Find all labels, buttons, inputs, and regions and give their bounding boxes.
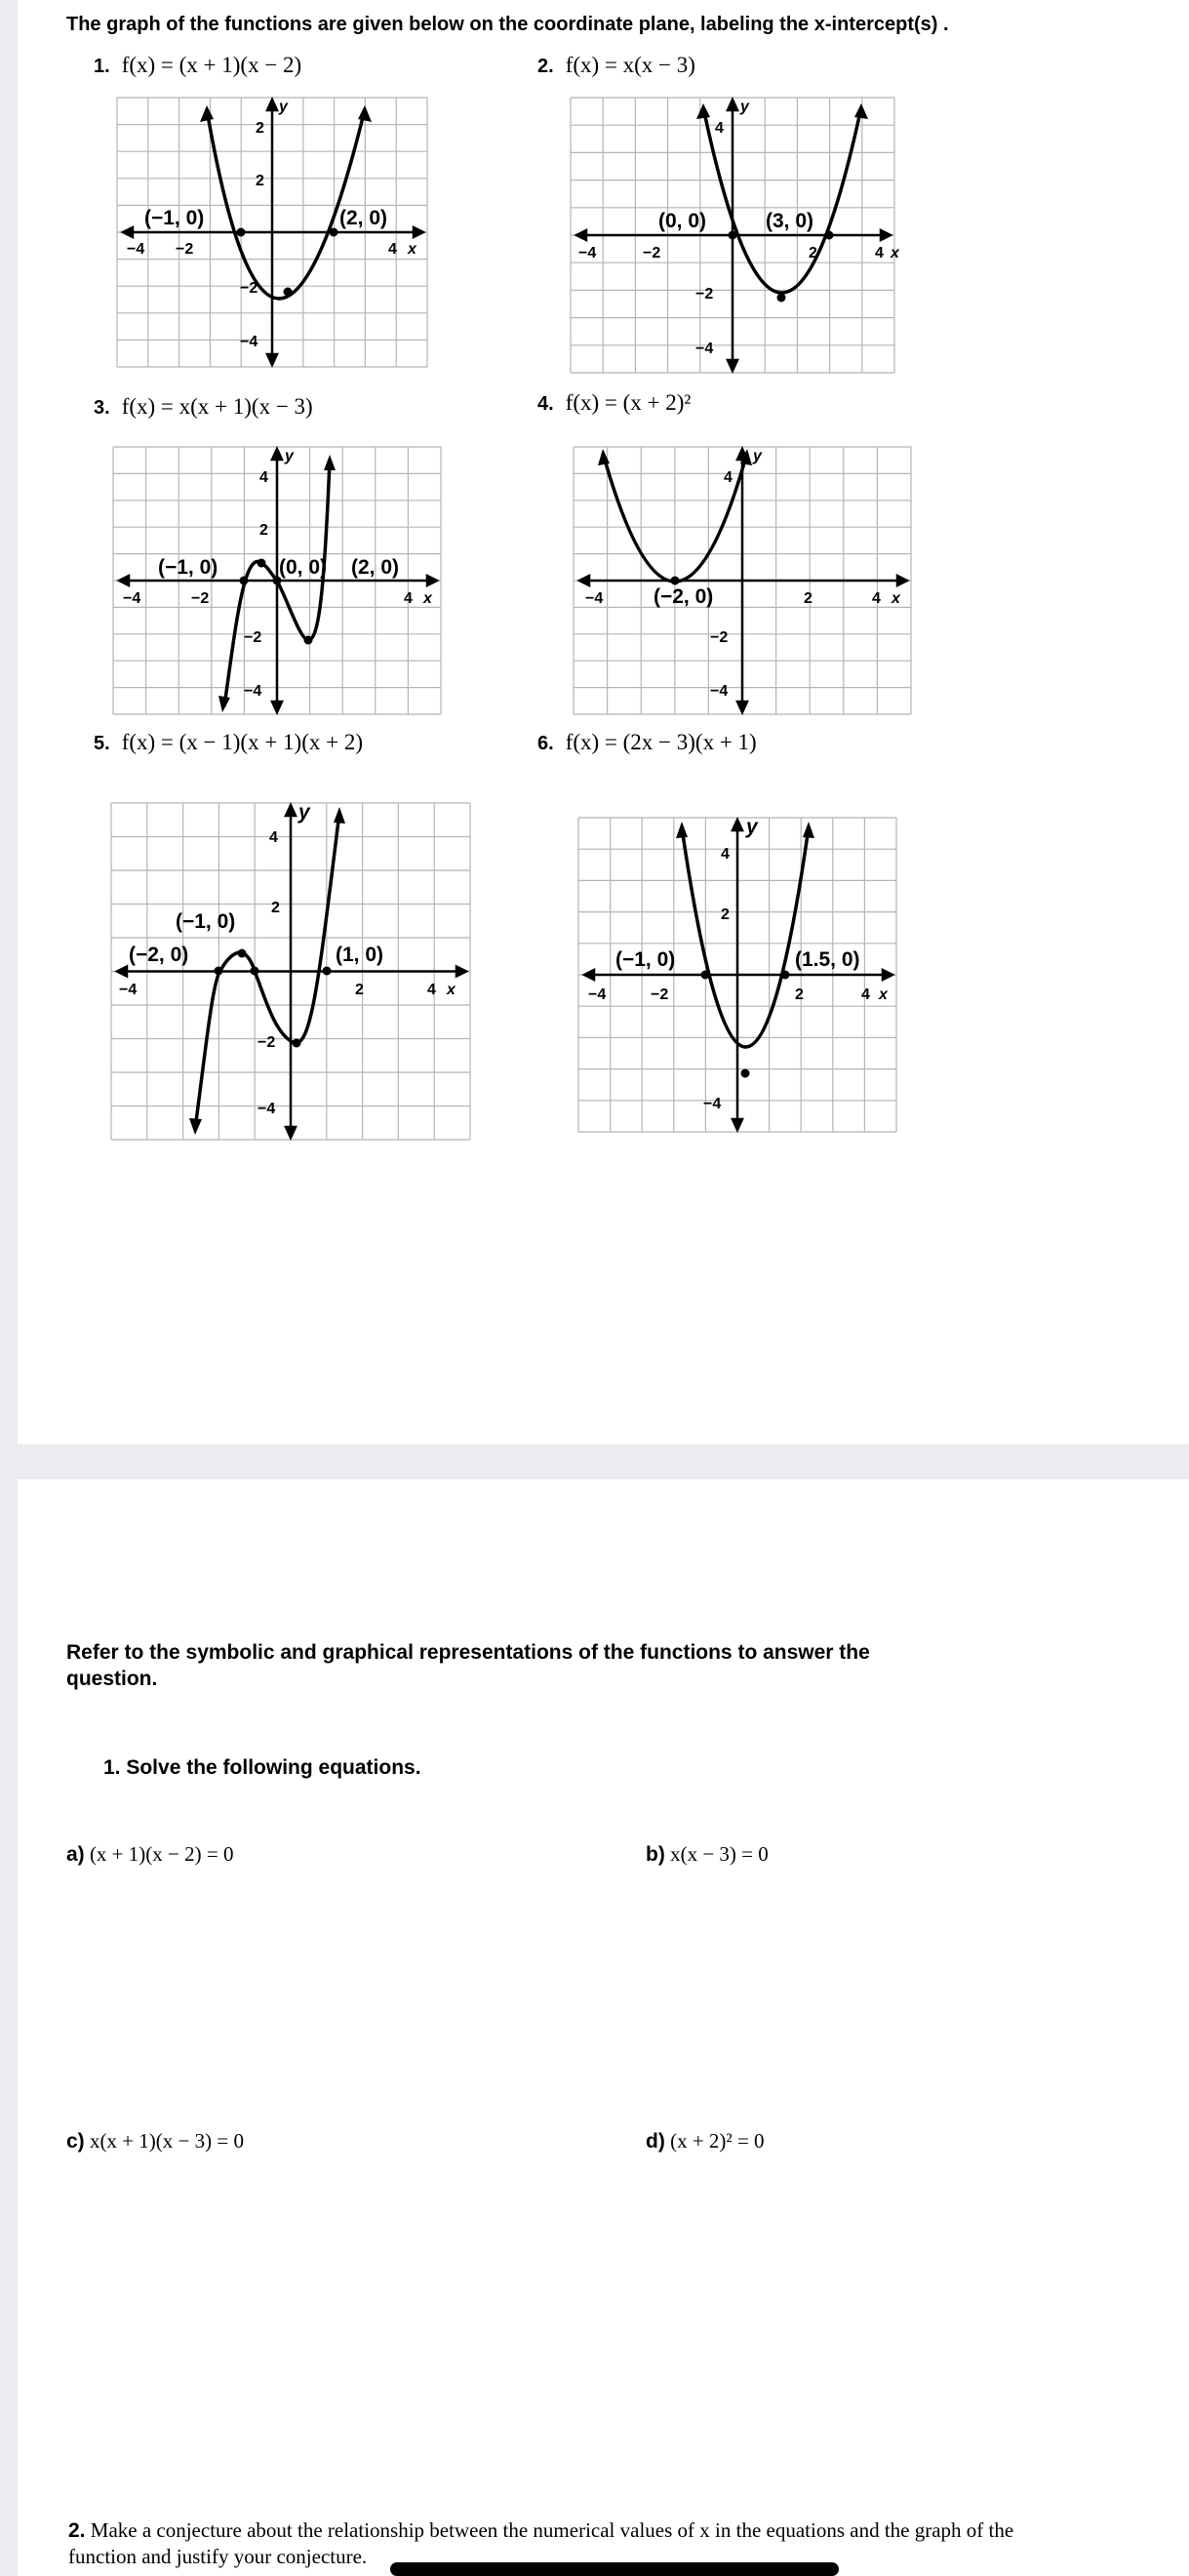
- intercept-label: (0, 0): [279, 556, 328, 579]
- tick-label: 4: [404, 590, 413, 607]
- problem-1-label: 1. f(x) = (x + 1)(x − 2): [94, 53, 302, 77]
- tick-label: −4: [127, 241, 145, 258]
- intercept-point: [825, 231, 834, 240]
- intercept-point: [323, 967, 332, 976]
- y-axis-label: y: [279, 99, 288, 115]
- y-axis-label: y: [285, 448, 294, 464]
- instructions: Refer to the symbolic and graphical representations of the functions to answer the question.: [66, 1641, 870, 1690]
- problem-4-label: 4. f(x) = (x + 2)²: [537, 390, 692, 415]
- x-axis-label: x: [891, 245, 899, 262]
- home-indicator[interactable]: [390, 2562, 839, 2576]
- intercept-label: (1.5, 0): [795, 948, 860, 971]
- tick-label: 4: [872, 590, 881, 607]
- tick-label: 4: [259, 469, 268, 486]
- y-axis-label: y: [298, 801, 310, 824]
- y-axis-label: y: [753, 448, 762, 464]
- tick-label: −4: [585, 590, 604, 607]
- tick-label: −4: [578, 245, 597, 262]
- intercept-point: [671, 577, 680, 585]
- tick-label: 2: [795, 986, 804, 1003]
- tick-label: 2: [256, 120, 264, 137]
- worksheet-page-1: [18, 0, 1189, 1444]
- tick-label: −2: [710, 629, 729, 646]
- intercept-point: [729, 231, 737, 240]
- intercept-label: (−2, 0): [129, 944, 189, 966]
- intercept-label: (−1, 0): [158, 556, 218, 579]
- intercept-point: [781, 971, 790, 980]
- problem-3-label: 3. f(x) = x(x + 1)(x − 3): [94, 394, 313, 419]
- tick-label: −2: [240, 280, 258, 297]
- intercept-label: (−1, 0): [176, 910, 236, 933]
- intercept-point: [251, 967, 259, 976]
- tick-label: 4: [721, 846, 730, 863]
- intercept-label: (2, 0): [339, 207, 388, 229]
- intercept-point: [240, 577, 249, 585]
- intercept-label: (0, 0): [658, 210, 707, 232]
- tick-label: −2: [244, 629, 262, 646]
- tick-label: 2: [721, 906, 730, 923]
- tick-label: −2: [258, 1034, 276, 1051]
- tick-label: 4: [715, 120, 724, 137]
- tick-label: −2: [651, 986, 669, 1003]
- tick-label: −4: [123, 590, 141, 607]
- x-axis-label: x: [879, 986, 888, 1003]
- vertex-point: [284, 288, 293, 297]
- question-2: 2. Make a conjecture about the relationship between the numerical values of x in the equations and the graph of the function and justify your conjecture.: [68, 2518, 1014, 2568]
- intercept-label: (2, 0): [351, 556, 400, 579]
- y-axis-label: y: [740, 99, 749, 115]
- question-1: 1. Solve the following equations.: [103, 1756, 421, 1779]
- tick-label: 4: [388, 241, 397, 258]
- tick-label: 4: [427, 982, 436, 998]
- problem-6-label: 6. f(x) = (2x − 3)(x + 1): [537, 730, 757, 754]
- intercept-point: [330, 228, 338, 237]
- tick-label: −4: [710, 683, 729, 700]
- equation-d: d) (x + 2)² = 0: [646, 2129, 765, 2153]
- intercept-label: (−1, 0): [144, 207, 205, 229]
- vertex-point: [741, 1069, 750, 1078]
- intercept-label: (3, 0): [766, 210, 814, 232]
- x-axis-label: x: [423, 590, 432, 607]
- tick-label: 2: [355, 982, 364, 998]
- tick-label: −4: [119, 982, 138, 998]
- tick-label: −2: [643, 245, 661, 262]
- tick-label: −2: [695, 286, 714, 302]
- worksheet-page-2: [18, 1479, 1189, 2576]
- tick-label: −2: [191, 590, 210, 607]
- graph-1: [117, 98, 427, 367]
- intercept-point: [701, 971, 710, 980]
- graph-6: [578, 818, 896, 1132]
- tick-label: −4: [258, 1101, 276, 1117]
- intercept-label: (1, 0): [336, 944, 384, 966]
- tick-label: 2: [256, 173, 264, 189]
- equation-c: c) x(x + 1)(x − 3) = 0: [66, 2129, 244, 2153]
- tick-label: 2: [259, 522, 268, 539]
- equation-b: b) x(x − 3) = 0: [646, 1842, 769, 1866]
- intercept-label: (−2, 0): [654, 585, 714, 608]
- graph-4: [574, 447, 911, 714]
- tick-label: −4: [588, 986, 607, 1003]
- x-axis-label: x: [447, 982, 456, 998]
- turning-point: [238, 949, 247, 958]
- tick-label: 2: [809, 245, 817, 262]
- graph-2: [571, 98, 899, 373]
- tick-label: 2: [804, 590, 812, 607]
- tick-label: 4: [724, 469, 733, 486]
- tick-label: −4: [244, 683, 262, 700]
- graph-3: [113, 447, 441, 714]
- turning-point: [293, 1039, 301, 1048]
- intercept-point: [215, 967, 223, 976]
- tick-label: −4: [703, 1096, 722, 1112]
- intercept-point: [237, 228, 246, 237]
- turning-point: [258, 559, 266, 568]
- tick-label: −4: [695, 341, 714, 357]
- graph-5: [111, 803, 470, 1140]
- problem-2-label: 2. f(x) = x(x − 3): [537, 53, 695, 77]
- tick-label: 4: [875, 245, 884, 262]
- tick-label: 2: [271, 900, 280, 916]
- tick-label: −4: [240, 334, 258, 350]
- page-header: The graph of the functions are given below on the coordinate plane, labeling the x-intercept(s) .: [66, 14, 949, 35]
- intercept-label: (−1, 0): [615, 948, 676, 971]
- x-axis-label: x: [892, 590, 900, 607]
- tick-label: 4: [269, 829, 278, 846]
- problem-5-label: 5. f(x) = (x − 1)(x + 1)(x + 2): [94, 730, 364, 754]
- y-axis-label: y: [746, 816, 758, 838]
- x-axis-label: x: [408, 241, 416, 258]
- tick-label: 4: [861, 986, 870, 1003]
- turning-point: [304, 636, 313, 645]
- vertex-point: [777, 294, 786, 302]
- tick-label: −2: [176, 241, 194, 258]
- equation-a: a) (x + 1)(x − 2) = 0: [66, 1842, 234, 1866]
